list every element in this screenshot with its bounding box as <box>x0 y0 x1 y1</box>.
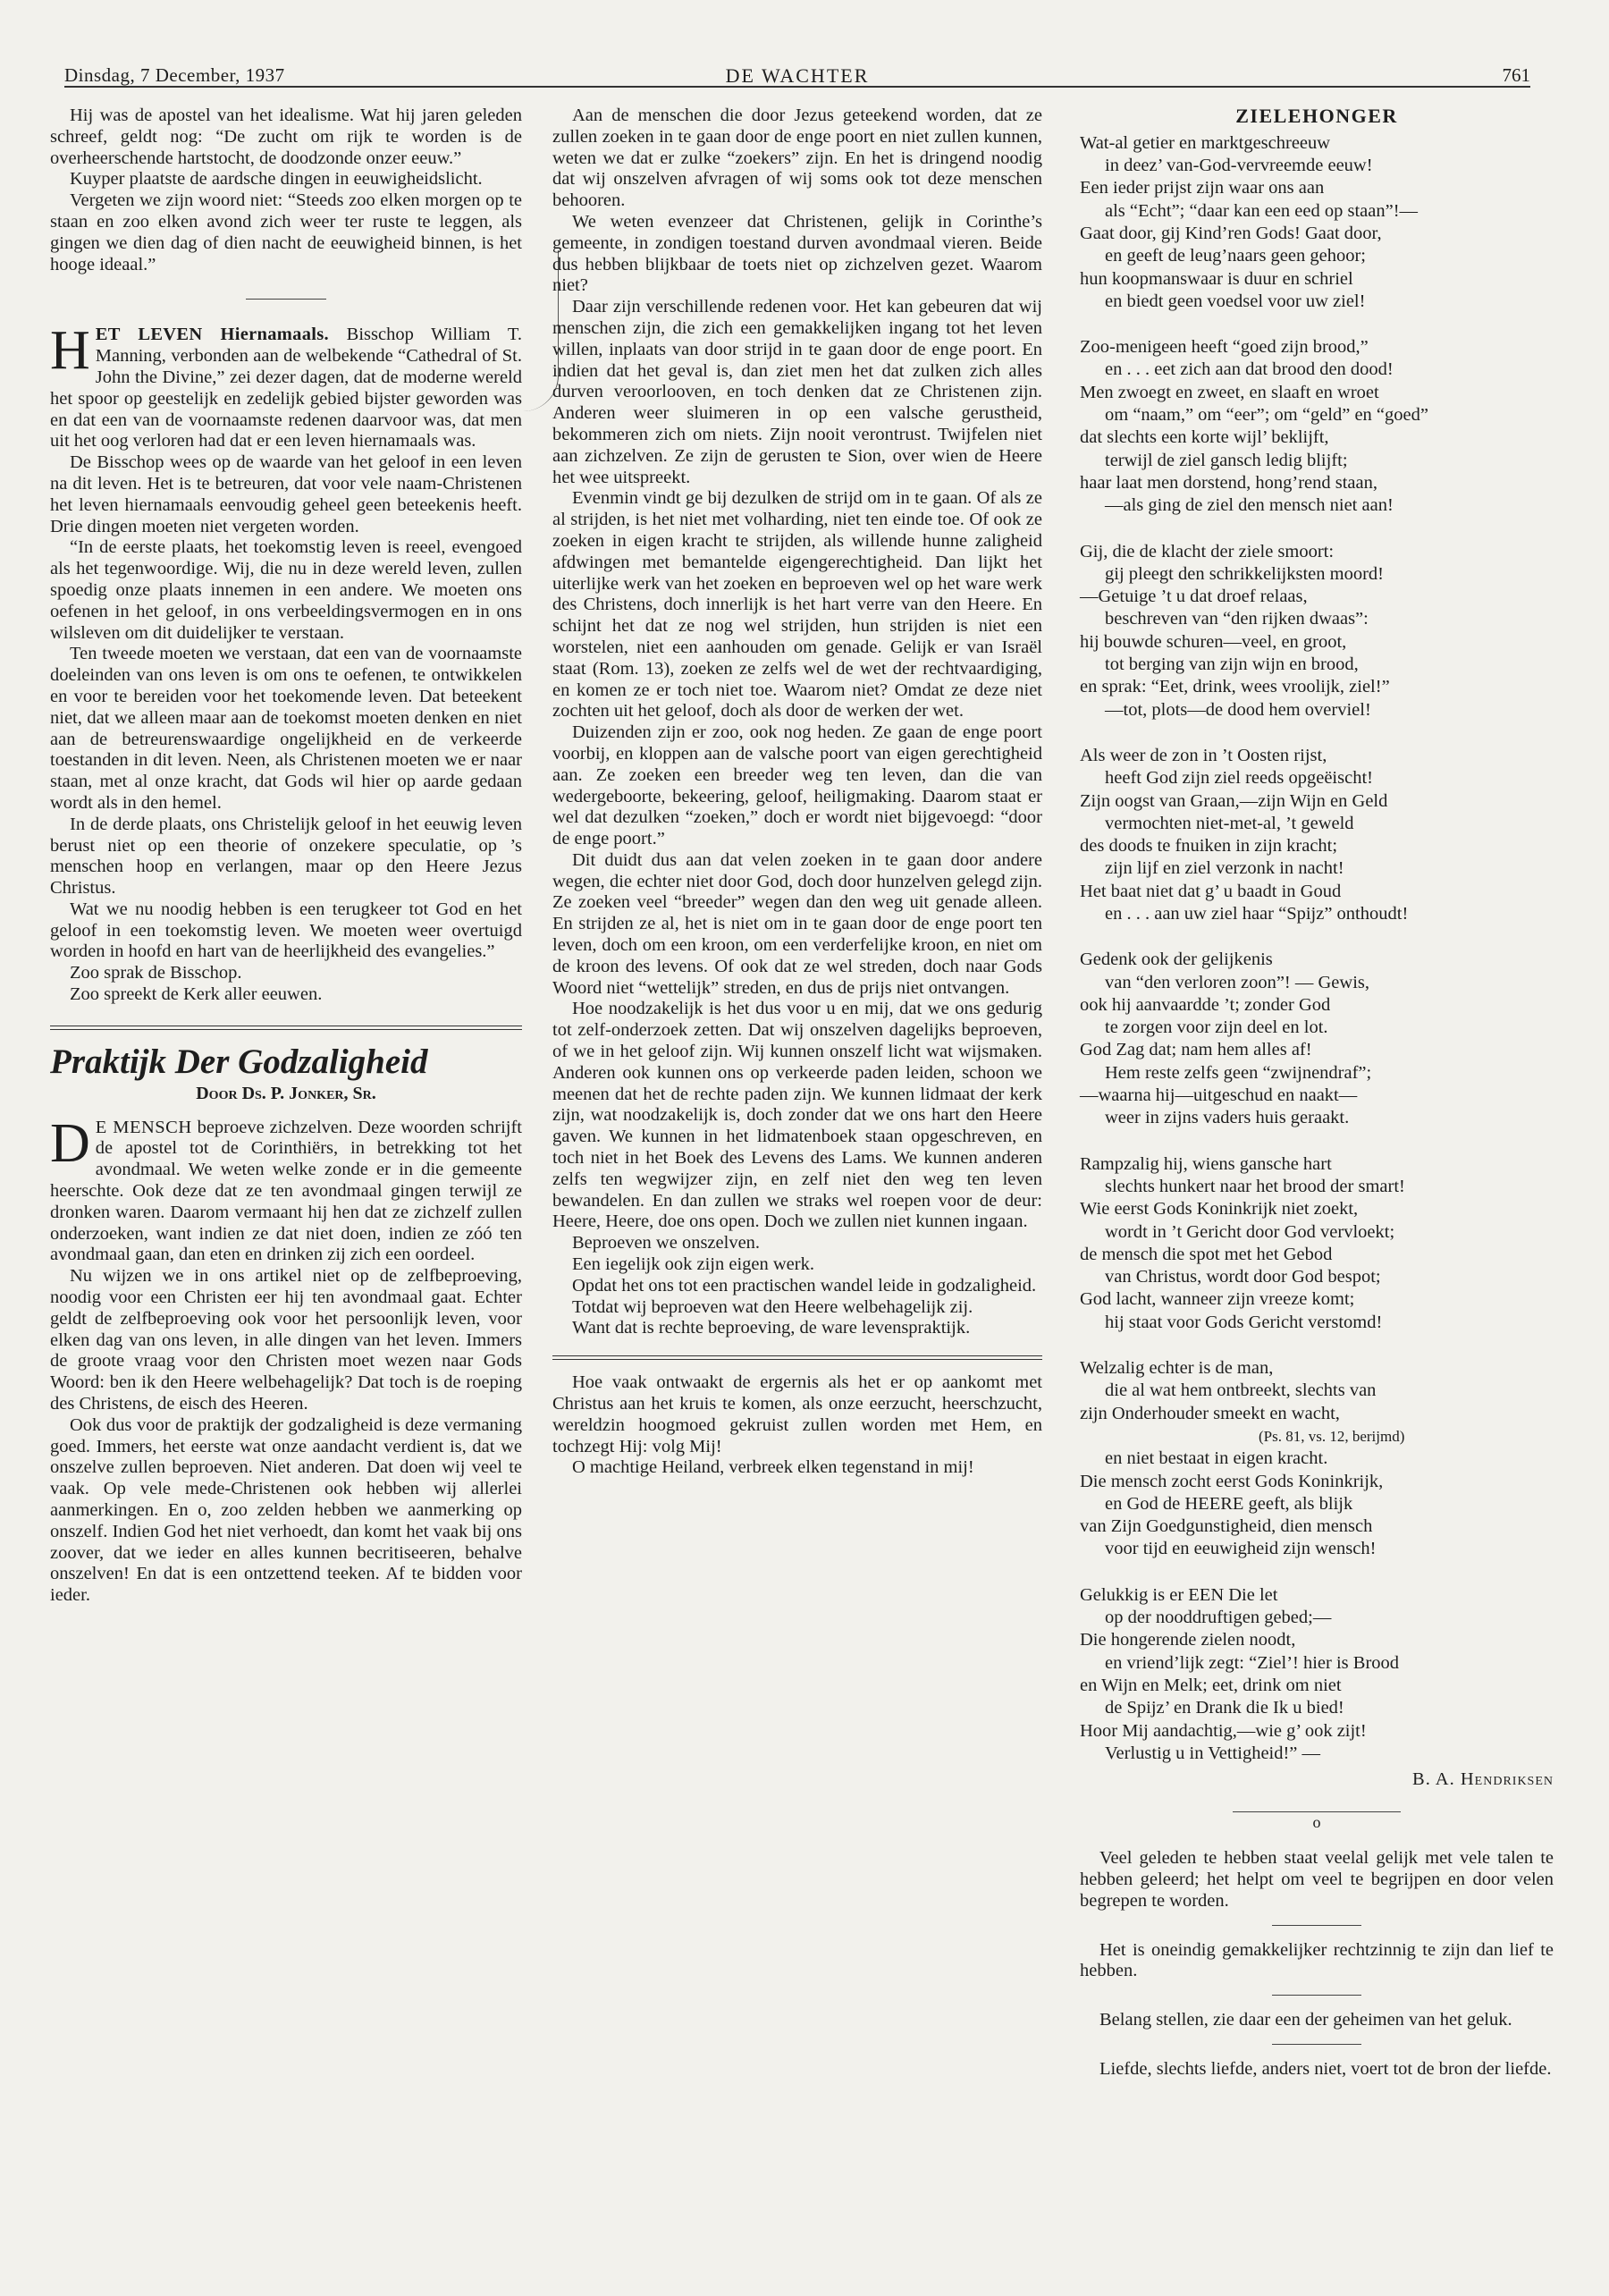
poem-line: Welzalig echter is de man, <box>1080 1358 1274 1379</box>
poem-line: en . . . aan uw ziel haar “Spijz” onthoudt! <box>1105 904 1409 924</box>
end-rule <box>1236 1813 1397 1832</box>
article-lead-paragraph <box>50 1112 522 1267</box>
article-paragraph: Daar zijn verschillende redenen voor. Het kan gebeuren dat wij menschen zijn, die zich een gemakkelijken ingang tot het leven willen, inplaats van door strijd in te gaan door de enge poort. En indien dat het geval is, dan ziet men het dat zulken zich alles durven veroorlooven, en toch denken dat ze Christenen zijn. Anderen weer sluimeren in op een valsche gerustheid, bekommeren zich om niets. Zijn nooit verontrust. Twijfelen niet aan zichzelven. Ze zijn de gerusten te Sion, over wien de Heere het wee uitspreekt. <box>552 297 1042 487</box>
poem-line: en God de HEERE geeft, als blijk <box>1105 1493 1353 1514</box>
article-paragraph: Een iegelijk ook zijn eigen werk. <box>572 1254 814 1275</box>
poem-line: van Christus, wordt door God bespot; <box>1105 1267 1381 1287</box>
poem-stanza <box>1080 1153 1554 1334</box>
poem-line: en biedt geen voedsel voor uw ziel! <box>1105 291 1366 311</box>
poem-line: slechts hunkert naar het brood der smart! <box>1105 1176 1405 1196</box>
issue-date: Dinsdag, 7 December, 1937 <box>64 64 285 86</box>
poem-stanza <box>1080 949 1554 1129</box>
article-lead: E MENSCH <box>95 1117 192 1137</box>
section-lead-paragraph <box>50 320 522 452</box>
poem-line: wordt in ’t Gericht door God vervloekt; <box>1105 1221 1395 1242</box>
poem <box>1080 132 1554 1792</box>
poem-line: Het baat niet dat g’ u baadt in Goud <box>1080 881 1342 901</box>
aphorism-divider <box>1272 1925 1361 1926</box>
poem-line: beschreven van “den rijken dwaas”: <box>1105 609 1369 629</box>
poem-line: haar laat men dorstend, hong’rend staan, <box>1080 472 1378 493</box>
poem-line: —waarna hij—uitgeschud en naakt— <box>1080 1085 1358 1106</box>
poem-line: hun koopmanswaar is duur en schriel <box>1080 268 1353 289</box>
poem-line: ook hij aanvaardde ’t; zonder God <box>1080 994 1331 1015</box>
poem-line: van Zijn Goedgunstigheid, dien mensch <box>1080 1516 1373 1537</box>
article-paragraph: Totdat wij beproeven wat den Heere welbehagelijk zij. <box>572 1296 973 1317</box>
box-rule <box>552 1355 1042 1360</box>
article-text: beproeve zichzelven. Deze woorden schrijft de apostel tot de Corinthiërs, in betrekking tot het avondmaal. We weten welke zonde er in die gemeente heerschte. Ook deze dat ze ten avondmaal gingen terwijl ze dronken waren. Daarom vermaant hij hen dat ze zichzelf zullen onderzoeken, want indien ze dat niet doen, indien ze zóó ten avondmaal gaan, dan eten en drinken zij zich een oordeel. <box>50 1117 522 1265</box>
poem-stanza <box>1080 1471 1554 1561</box>
section-paragraph: In de derde plaats, ons Christelijk geloof in het eeuwig leven berust niet op een theorie of onzekere speculatie, op ’s menschen hoop en verlangen, maar op den Heere Jezus Christus. <box>50 814 522 899</box>
publication-title: DE WACHTER <box>725 64 870 87</box>
boxed-paragraph: Hoe vaak ontwaakt de ergernis als het er op aankomt met Christus aan het kruis te komen, als onze eerzucht, heerschzucht, wereldzin hoogmoed gekruist zullen worden met Hem, en tochzegt Hij: volg Mij! <box>552 1372 1042 1456</box>
poem-line: de mensch die spot met het Gebod <box>1080 1244 1333 1264</box>
poem-line: Wat-al getier en marktgeschreeuw <box>1080 132 1331 153</box>
poem-line: Een ieder prijst zijn waar ons aan <box>1080 178 1325 198</box>
poem-line: weer in zijns vaders huis geraakt. <box>1105 1108 1350 1128</box>
article-paragraph: Dit duidt dus aan dat velen zoeken in te gaan door andere wegen, die echter niet door God, doch door hunzelven gelegd zijn. Ze zoeken veel “breeder” wegen dan den weg uit genade alleen. En strijden ze al, het is niet om in te gaan door de enge poort ten leven, doch om een kroon, om een verderfelijke kroon, en niet om de kroon des levens. Of ook dat ze wel streden, doch naar Gods Woord niet “wettelijk” streden, en dus de prijs niet ontvangen. <box>552 849 1042 998</box>
section-paragraph: “In de eerste plaats, het toekomstig leven is reeel, evengoed als het tegenwoordige. Wij, die nu in deze wereld leven, zullen spoedig onze plaats innemen in een andere. We moeten ons oefenen in het geloof, in ons verbeeldingsvermogen en in ons wilsleven om dit duidelijker te verstaan. <box>50 537 522 643</box>
poem-line: terwijl de ziel gansch ledig blijft; <box>1105 450 1348 470</box>
article-paragraph: Beproeven we onszelven. <box>572 1233 761 1254</box>
article-paragraph: Aan de menschen die door Jezus geteekend worden, dat ze zullen zoeken in te gaan door de enge poort en niet zullen kunnen, weten we dat er zulke “zoekers” zijn. En het is dringend noodig dat wij onszelven afvragen of wij soms ook tot deze menschen behooren. <box>552 106 1042 211</box>
poem-line: en sprak: “Eet, drink, wees vroolijk, ziel!” <box>1080 677 1390 697</box>
article-paragraph: Want dat is rechte beproeving, de ware levenspraktijk. <box>572 1318 971 1338</box>
intro-paragraph: Hij was de apostel van het idealisme. Wat hij jaren geleden schreef, geldt nog: “De zucht om rijk te worden is de overheerschende hartstocht, de doodzonde onzer eeuw.” <box>50 106 522 168</box>
poem-line: en niet bestaat in eigen kracht. <box>1105 1448 1328 1469</box>
poem-line: Die hongerende zielen noodt, <box>1080 1630 1296 1650</box>
poem-line: God Zag dat; nam hem alles af! <box>1080 1040 1312 1060</box>
poem-line: zijn Onderhouder smeekt en wacht, <box>1080 1403 1340 1423</box>
end-mark: o <box>1233 1811 1401 1834</box>
poem-line: Men zwoegt en zweet, en slaaft en wroet <box>1080 382 1379 402</box>
section-text: Bisschop William T. Manning, verbonden aan de welbekende “Cathedral of St. John the Divine,” zei dezer dagen, dat de moderne wereld het spoor op geestelijk en zedelijk gebied bijster geworden was en dat een van de voornaamste redenen daarvoor was, dat men uit het oog verloren had dat er een leven hiernamaals was. <box>50 325 522 452</box>
poem-line: hij staat voor Gods Gericht verstomd! <box>1105 1312 1383 1332</box>
poem-line: gij pleegt den schrikkelijksten moord! <box>1105 563 1384 584</box>
page-number: 761 <box>1502 64 1530 86</box>
poem-line: —tot, plots—de dood hem overviel! <box>1105 699 1371 720</box>
intro-paragraph: Kuyper plaatste de aardsche dingen in eeuwigheidslicht. <box>70 169 483 190</box>
poem-line: als “Echt”; “daar kan een eed op staan”!— <box>1105 200 1419 221</box>
poem-line: in deez’ van-God-vervreemde eeuw! <box>1105 156 1373 176</box>
poem-line: vermochten niet-met-al, ’t geweld <box>1105 813 1354 833</box>
boxed-paragraph: O machtige Heiland, verbreek elken tegenstand in mij! <box>572 1457 974 1478</box>
section-heading: ET LEVEN Hiernamaals. <box>95 325 329 345</box>
poem-stanza <box>1080 541 1554 722</box>
poem-stanza <box>1080 1357 1554 1425</box>
poem-line: op der nooddruftigen gebed;— <box>1105 1608 1332 1628</box>
section-paragraph: Wat we nu noodig hebben is een terugkeer tot God en het geloof in een toekomstig leven. We moeten weer overtuigd worden in hoofd en hart van de heerlijkheid des evangelies.” <box>50 899 522 962</box>
poem-line: Zoo-menigeen heeft “goed zijn brood,” <box>1080 337 1369 358</box>
poem-line: Rampzalig hij, wiens gansche hart <box>1080 1153 1332 1174</box>
poem-line: Gij, die de klacht der ziele smoort: <box>1080 541 1335 561</box>
article-paragraph: Duizenden zijn er zoo, ook nog heden. Ze gaan de enge poort voorbij, en kloppen aan de valsche poort van eigen gerechtigheid aan. Ze zoeken een breeder weg ten leven, dan die van wedergeboorte, bekeering, geloof, heiligmaking. Daarom staat er wel dat dezulken “zoeken,” doch er wordt niet bijgevoegd: “door de enge poort.” <box>552 722 1042 849</box>
poem-line: voor tijd en eeuwigheid zijn wensch! <box>1105 1539 1377 1559</box>
drop-cap: H <box>50 320 90 382</box>
article-paragraph: Evenmin vindt ge bij dezulken de strijd om in te gaan. Of als ze al strijden, is het niet met volharding, niet ten einde toe. Of ook ze zoeken in eigen kracht te strijden, als willende hunne zaligheid afdwingen met bemantelde eigengerechtigheid. Dan lijkt het uiterlijke werk van het zoeken en beproeven wel op het ware werk des Christens, doch innerlijk is het hart verre van den Heere. En schijnt het dat ze nog wel strijden, hun strijden is niet een worstelen, niet een aanhouden om genade. Gelijk er van Israël staat (Rom. 13), zoeken ze zelfs wel de wet der rechtvaardiging, en komen ze er toch niet toe. Waarom niet? Omdat ze deze niet zochten uit het geloof, doch als door de werken der wet. <box>552 488 1042 722</box>
poem-line: —Getuige ’t u dat droef relaas, <box>1080 587 1308 607</box>
end-ornament <box>1080 1807 1554 1832</box>
article-byline: Door Ds. P. Jonker, Sr. <box>196 1083 376 1103</box>
aphorism: Liefde, slechts liefde, anders niet, voert tot de bron der liefde. <box>1099 2058 1552 2079</box>
poem-line: Zijn oogst van Graan,—zijn Wijn en Geld <box>1080 790 1388 811</box>
aphorism-divider <box>1272 1995 1361 1996</box>
aphorism-divider <box>1272 2044 1361 2045</box>
section-paragraph: Zoo spreekt de Kerk aller eeuwen. <box>70 984 323 1005</box>
section-paragraph: De Bisschop wees op de waarde van het geloof in een leven na dit leven. Het is te betreuren, dat voor vele naam-Christenen het leven hiernamaals eenvoudig geheel geen beteekenis heeft. Drie dingen moeten niet vergeten worden. <box>50 452 522 536</box>
poem-line: hij bouwde schuren—veel, en groot, <box>1080 631 1347 652</box>
aphorism: Belang stellen, zie daar een der geheimen van het geluk. <box>1099 2010 1512 2030</box>
poem-title: ZIELEHONGER <box>1235 105 1398 127</box>
poem-stanza <box>1080 336 1554 517</box>
article-paragraph: Ook dus voor de praktijk der godzaligheid is deze vermaning goed. Immers, het eerste wat onze aandacht verdient is, dat we onszelve zullen beproeven. Niet anderen. Dat doen wij veel te vaak. Op vele mede-Christenen ook hebben wij allerlei aanmerkingen. En o, zoo zelden hebben we aanmerking op onszelf. Indien God het niet verhoedt, dan komt het vaak bij ons zoover, dat we ieder en alles kunnen becritiseeren, behalve onszelven! En dat is een ontzettend teeken. Af te bidden voor ieder. <box>50 1414 522 1606</box>
poem-line: Gelukkig is er EEN Die let <box>1080 1584 1278 1605</box>
poem-line: Hoor Mij aandachtig,—wie g’ ook zijt! <box>1080 1720 1367 1741</box>
poem-line: en vriend’lijk zegt: “Ziel’! hier is Brood <box>1105 1652 1400 1673</box>
poem-line: Verlustig u in Vettigheid!” — <box>1105 1743 1321 1763</box>
poem-line: God lacht, wanneer zijn vreeze komt; <box>1080 1289 1355 1310</box>
poem-line: Die mensch zocht eerst Gods Koninkrijk, <box>1080 1471 1384 1491</box>
article-paragraph: We weten evenzeer dat Christenen, gelijk in Corinthe’s gemeente, in zondigen toestand durven avondmaal vieren. Beide dus hebben blijkbaar de toets niet op zichzelven gezet. Waarom niet? <box>552 211 1042 296</box>
poem-line: dat slechts een korte wijl’ beklijft, <box>1080 427 1329 448</box>
aphorisms <box>1080 1848 1554 2081</box>
column-3 <box>1080 106 1554 2081</box>
page-header <box>64 57 1530 88</box>
poem-line: en . . . eet zich aan dat brood den dood! <box>1105 359 1394 380</box>
psalm-reference: (Ps. 81, vs. 12, berijmd) <box>1259 1427 1405 1445</box>
article-rule <box>50 1026 522 1030</box>
poem-line: Gedenk ook der gelijkenis <box>1080 950 1273 970</box>
poem-line: tot berging van zijn wijn en brood, <box>1105 654 1359 675</box>
poem-line: de Spijz’ en Drank die Ik u bied! <box>1105 1698 1344 1718</box>
drop-cap: D <box>50 1112 90 1174</box>
article-paragraph: Nu wijzen we in ons artikel niet op de zelfbeproeving, noodig voor een Christen eer hij ten avondmaal gaat. Echter geldt de zelfbeproeving ook voor het persoonlijk leven, voor elken dag van ons leven, in alle dingen van het leven. Immers de groote vraag voor den Christen moet wezen naar Gods Woord: ben ik den Heere welbehagelijk? Dat toch is de roeping des Christens, de eisch des Heeren. <box>50 1266 522 1414</box>
section-paragraph: Zoo sprak de Bisschop. <box>70 963 242 983</box>
aphorism: Het is oneindig gemakkelijker rechtzinnig te zijn dan lief te hebben. <box>1080 1939 1554 1981</box>
poem-line: zijn lijf en ziel verzonk in nacht! <box>1105 858 1344 879</box>
poem-line: Hem reste zelfs geen “zwijnendraf”; <box>1105 1062 1372 1083</box>
column-2 <box>552 106 1042 1479</box>
poem-line: en Wijn en Melk; eet, drink om niet <box>1080 1675 1342 1695</box>
poem-line: Gaat door, gij Kind’ren Gods! Gaat door, <box>1080 223 1382 243</box>
column-1 <box>50 106 522 1607</box>
poem-line: van “den verloren zoon”! — Gewis, <box>1105 972 1369 992</box>
header-rule <box>64 86 1530 88</box>
poem-stanza <box>1080 1584 1554 1765</box>
poem-line: om “naam,” om “eer”; om “geld” en “goed” <box>1105 405 1428 426</box>
poem-line: Wie eerst Gods Koninkrijk niet zoekt, <box>1080 1199 1359 1220</box>
poem-line: die al wat hem ontbreekt, slechts van <box>1105 1380 1377 1401</box>
poem-signature: B. A. Hendriksen <box>1412 1769 1554 1790</box>
section-paragraph: Ten tweede moeten we verstaan, dat een van de voornaamste doeleinden van ons leven is om ons te oefenen, te ontwikkelen en voor te bereiden voor het toekomende leven. Dat beteekent niet, dat we alleen maar aan de toekomst moeten denken en niet aan de betreurenswaardige ongelijkheid en de verkeerde toestanden in dit leven. Neen, als Christenen moeten we er naar staan, met al onze kracht, dat Gods wil hier op aarde gedaan wordt als in den hemel. <box>50 644 522 813</box>
article-paragraph: Opdat het ons tot een practischen wandel leide in godzaligheid. <box>572 1275 1037 1296</box>
intro-paragraph: Vergeten we zijn woord niet: “Steeds zoo elken morgen op te staan en zoo elken avond zich weer ter ruste te leggen, als gingen we dien dag of dien nacht de eeuwigheid binnen, is het hooge ideaal.” <box>50 190 522 274</box>
poem-line: en geeft de leug’naars geen gehoor; <box>1105 246 1366 266</box>
poem-line: —als ging de ziel den mensch niet aan! <box>1105 495 1394 516</box>
poem-line: te zorgen voor zijn deel en lot. <box>1105 1017 1328 1038</box>
poem-line: des doods te fnuiken in zijn kracht; <box>1080 836 1338 857</box>
poem-stanza <box>1080 132 1554 313</box>
poem-line: heeft God zijn ziel reeds opgeëischt! <box>1105 768 1373 789</box>
article-paragraph: Hoe noodzakelijk is het dus voor u en mij, dat we ons gedurig tot zelf-onderzoek zetten. Dat wij onszelven dagelijks beproeven, of we in het geloof zijn. Wij kunnen onszelf licht wat wijsmaken. Anderen ook kunnen ons op verkeerde paden leiden, schoon we meenen dat het de rechte paden zijn. We kunnen lidmaat der kerk zijn, wat noodzakelijk is, doch zonder dat we ons hart den Heere gaven. We kunnen in het lidmatenboek staan opgeschreven, en toch niet in het Boek des Levens des Lams. We kunnen anderen zelfs ten wegwijzer zijn, en zelf niet den weg ten leven bewandelen. En dan zullen we straks wel roepen voor de deur: Heere, Heere, doe ons open. Doch we zullen niet kunnen ingaan. <box>552 999 1042 1232</box>
article-title: Praktijk Der Godzaligheid <box>50 1042 428 1081</box>
poem-stanza <box>1080 745 1554 925</box>
section-divider <box>246 299 326 300</box>
poem-line: Als weer de zon in ’t Oosten rijst, <box>1080 745 1327 765</box>
aphorism: Veel geleden te hebben staat veelal gelijk met vele talen te hebben geleerd; het helpt om veel te begrijpen en door velen begrepen te worden. <box>1080 1848 1554 1911</box>
